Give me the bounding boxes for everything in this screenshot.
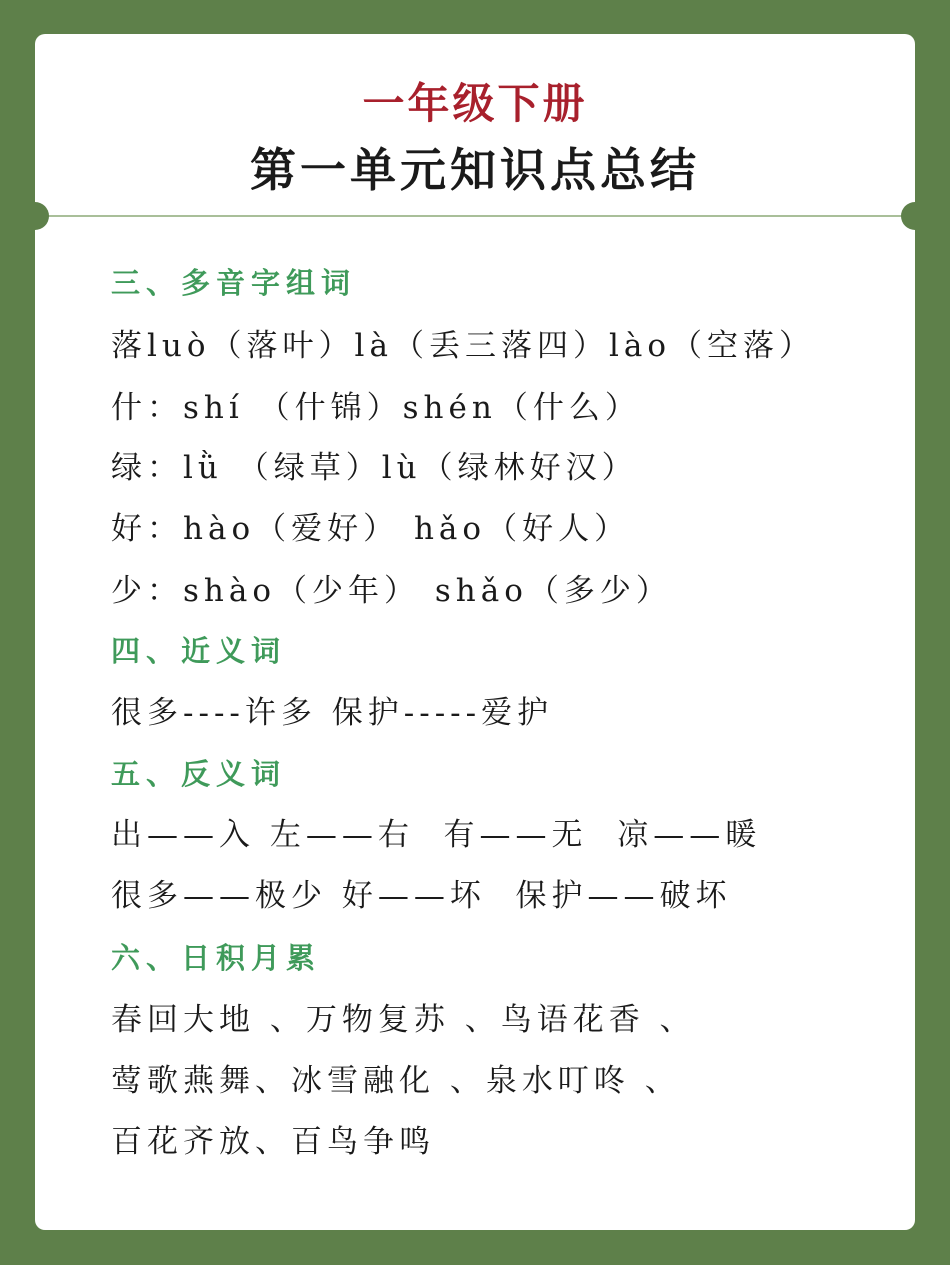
header-divider xyxy=(35,215,915,217)
polyphonic-line-4: 好：hào（爱好） hǎo（好人） xyxy=(111,511,631,547)
antonyms-line-1: 出——入 左——右 有——无 凉——暖 xyxy=(111,817,762,853)
section-heading-antonyms: 五、反义词 xyxy=(111,757,287,791)
accumulation-line-3: 百花齐放、百鸟争鸣 xyxy=(111,1124,435,1160)
right-notch xyxy=(901,202,929,230)
antonyms-line-2: 很多——极少 好——坏 保护——破坏 xyxy=(111,878,732,914)
accumulation-line-2: 莺歌燕舞、冰雪融化 、泉水叮咚 、 xyxy=(111,1063,681,1099)
polyphonic-line-3: 绿：lǜ （绿草）lù（绿林好汉） xyxy=(111,450,638,486)
synonyms-line-1: 很多----许多 保护-----爱护 xyxy=(111,695,554,731)
left-notch xyxy=(21,202,49,230)
summary-card xyxy=(35,34,915,1230)
polyphonic-line-1: 落luò（落叶）là（丢三落四）lào（空落） xyxy=(111,328,815,364)
grade-title: 一年级下册 xyxy=(362,79,588,128)
card-header xyxy=(35,34,915,214)
section-heading-accumulation: 六、日积月累 xyxy=(111,941,322,975)
polyphonic-line-5: 少：shào（少年） shǎo（多少） xyxy=(111,573,672,609)
section-heading-polyphonic: 三、多音字组词 xyxy=(111,266,357,300)
unit-title: 第一单元知识点总结 xyxy=(250,143,700,197)
section-heading-synonyms: 四、近义词 xyxy=(111,634,287,668)
accumulation-line-1: 春回大地 、万物复苏 、鸟语花香 、 xyxy=(111,1002,696,1038)
polyphonic-line-2: 什：shí （什锦）shén（什么） xyxy=(111,390,641,426)
